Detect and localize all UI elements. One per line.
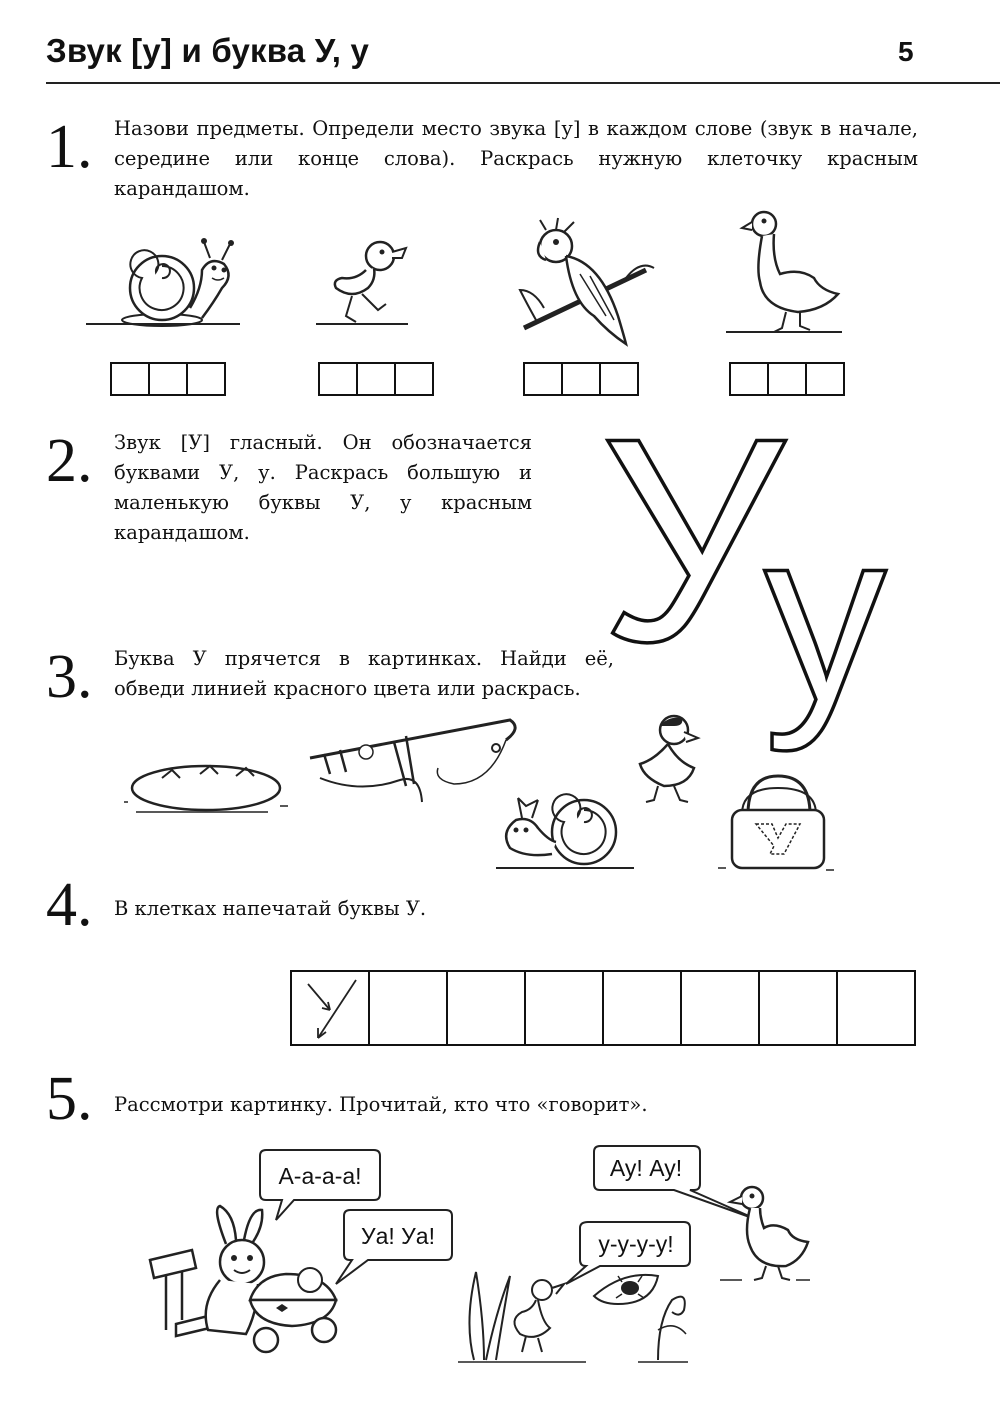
speech-text-b: Уа! Уа! bbox=[361, 1223, 435, 1249]
writing-cell[interactable] bbox=[760, 972, 838, 1044]
writing-cell[interactable] bbox=[370, 972, 448, 1044]
task-3-number: 3. bbox=[46, 643, 93, 711]
parrot-icon bbox=[516, 216, 660, 346]
letter-writing-cells[interactable] bbox=[290, 970, 916, 1046]
page-title: Звук [у] и буква У, у bbox=[46, 32, 370, 69]
speech-text-d: у-у-у-у! bbox=[598, 1231, 674, 1257]
duckling-icon bbox=[312, 236, 412, 330]
example-cell bbox=[292, 972, 370, 1044]
goose-icon bbox=[740, 208, 846, 336]
task-5-number: 5. bbox=[46, 1065, 93, 1133]
bread-icon bbox=[128, 752, 288, 814]
writing-cell[interactable] bbox=[604, 972, 682, 1044]
goose-icon bbox=[716, 1184, 812, 1284]
beetle-leaf-scene bbox=[588, 1260, 700, 1370]
task-5-text: Рассмотри картинку. Прочитай, кто что «говорит». bbox=[114, 1093, 648, 1116]
snail-icon bbox=[84, 236, 244, 330]
fishing-rod-icon bbox=[310, 714, 522, 814]
task-4-text: В клетках напечатай буквы У. bbox=[114, 897, 427, 920]
flower-icon bbox=[638, 1297, 688, 1362]
big-letter-lower[interactable]: у bbox=[764, 478, 887, 752]
task-3-text: Буква У прячется в картинках. Найди её, обведи линией красного цвета или раскрась. bbox=[114, 647, 614, 700]
task-4-number: 4. bbox=[46, 871, 93, 939]
duckling-icon bbox=[514, 1280, 564, 1352]
writing-cell[interactable] bbox=[838, 972, 914, 1044]
speech-text-c: Ау! Ау! bbox=[609, 1155, 683, 1181]
hare-with-carriage-scene bbox=[146, 1204, 356, 1364]
big-letter-upper[interactable]: У bbox=[600, 378, 785, 702]
task-1-text: Назови предметы. Определи место звука [у] в каждом слове (звук в начале, середине или конце слова). Раскрась нужную клеточку красным карандашом. bbox=[114, 117, 918, 200]
big-letters-outline[interactable] bbox=[600, 378, 930, 752]
header-divider bbox=[46, 82, 1000, 84]
writing-cell[interactable] bbox=[682, 972, 760, 1044]
speech-text-a: А-а-а-а! bbox=[278, 1163, 362, 1189]
writing-cell[interactable] bbox=[526, 972, 604, 1044]
duckling-icon bbox=[634, 712, 704, 806]
page-number: 5 bbox=[898, 36, 914, 67]
task-2-number: 2. bbox=[46, 427, 93, 495]
snail-icon bbox=[496, 784, 636, 876]
baby-carriage-icon bbox=[250, 1268, 336, 1352]
hare-icon bbox=[206, 1206, 264, 1334]
stroke-arrows-icon bbox=[292, 972, 368, 1044]
answer-cells-1[interactable] bbox=[110, 362, 226, 396]
task-2-text: Звук [У] гласный. Он обозначается буквами У, у. Раскрась большую и маленькую буквы У, у красным карандашом. bbox=[114, 431, 532, 544]
bag-icon bbox=[722, 770, 832, 876]
task-1-number: 1. bbox=[46, 113, 93, 181]
writing-cell[interactable] bbox=[448, 972, 526, 1044]
answer-cells-2[interactable] bbox=[318, 362, 434, 396]
